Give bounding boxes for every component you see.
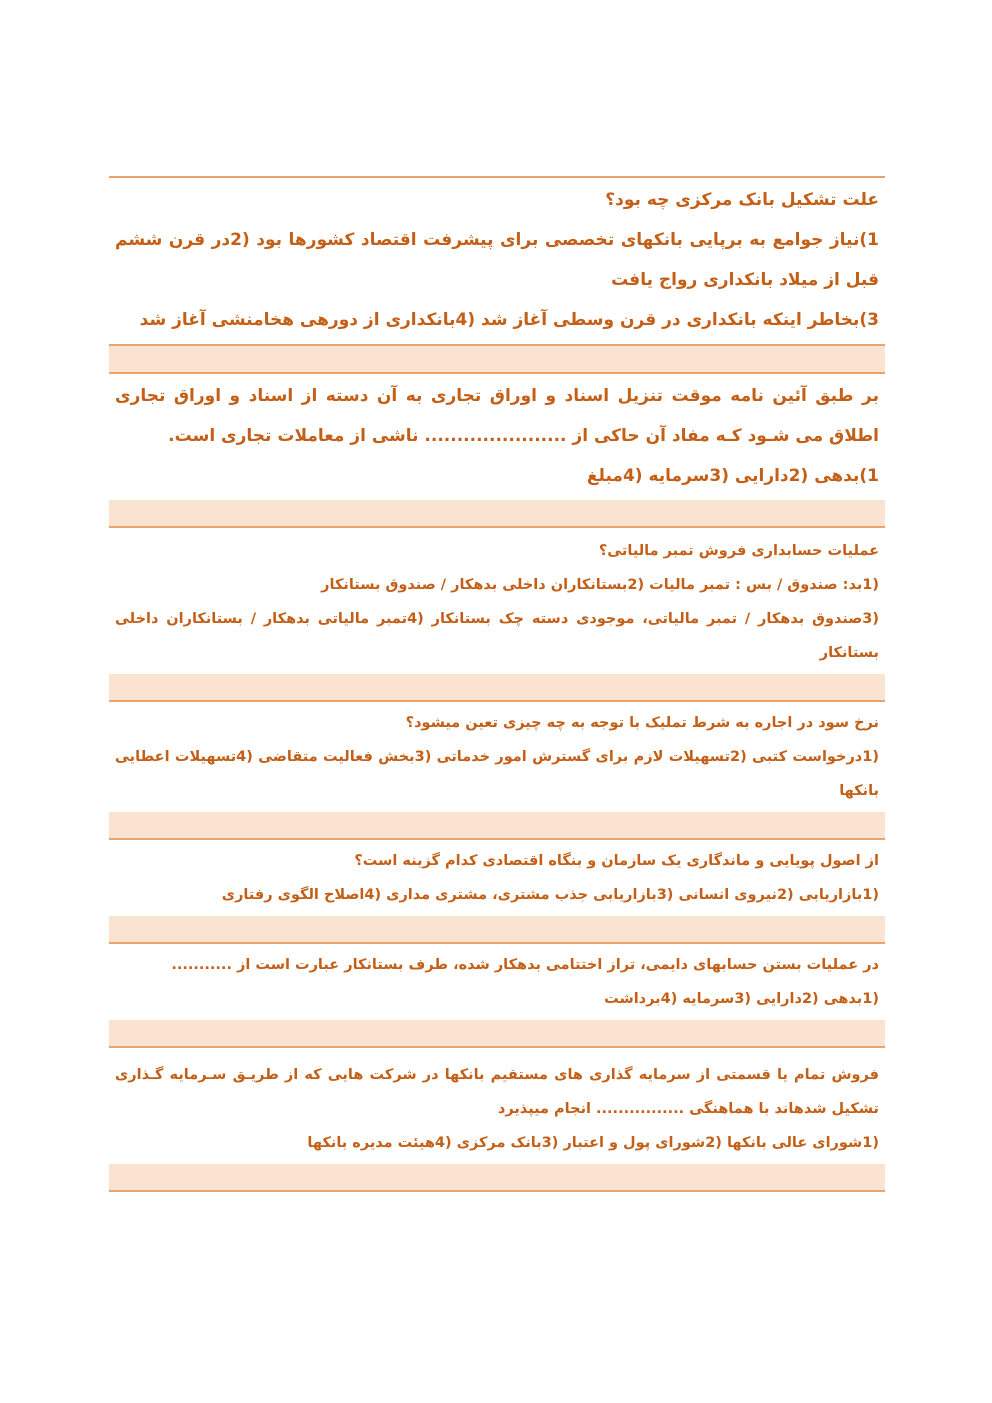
question-options: (1شورای عالی بانکها (2شورای پول و اعتبار (3بانک مرکزی (4هیئت مدیره بانکها	[307, 1135, 879, 1151]
question-block	[109, 840, 885, 912]
question-block	[109, 374, 885, 496]
question-stem: علت تشکیل بانک مرکزی چه بود؟	[605, 190, 879, 210]
question-stem: عملیات حسابداری فروش تمبر مالیاتی؟	[598, 543, 879, 559]
question-stem: در عملیات بستن حسابهای دایمی، تراز اختتامی بدهکار شده، طرف بستانکار عبارت است از ...........	[171, 957, 879, 973]
question-block	[109, 944, 885, 1016]
question-stem: بر طبق آئین نامه موقت تنزیل اسناد و اوراق تجاری به آن دسته از اسناد و اوراق تجاری اطلاق می شـود کـه مفاد آن حاکی از ...................... ناشی از معاملات تجاری است.	[115, 386, 879, 446]
question-block	[109, 178, 885, 340]
question-stem: نرخ سود در اجاره به شرط تملیک با توجه به چه چیزی تعین میشود؟	[405, 715, 879, 731]
question-options: 1)بدهی (2دارایی (3سرمایه (4مبلغ	[586, 466, 879, 486]
question-block	[109, 1048, 885, 1160]
question-options: (1بد: صندوق / بس : تمبر مالیات (2بستانکاران داخلی بدهکار / صندوق بستانکار	[321, 577, 879, 593]
separator-band	[109, 916, 885, 944]
question-stem: فروش تمام یا قسمتی از سرمایه گذاری های مستقیم بانکها در شرکت هایی که از طریـق سـرمایه گـذاری تشکیل شدهاند با هماهنگی ................ انجام میپذیرد	[115, 1067, 879, 1117]
question-options: 3)بخاطر اینکه بانکداری در قرن وسطی آغاز شد (4بانکداری از دورهی هخامنشی آغاز شد	[139, 310, 879, 330]
question-options: (1بازاریابی (2نیروی انسانی (3بازاریابی جذب مشتری، مشتری مداری (4اصلاح الگوی رفتاری	[221, 887, 879, 903]
separator-band	[109, 674, 885, 702]
question-stem: از اصول پویایی و ماندگاری یک سازمان و بنگاه اقتصادی کدام گزینه است؟	[354, 853, 879, 869]
separator-band	[109, 1020, 885, 1048]
separator-band	[109, 500, 885, 528]
question-block	[109, 702, 885, 808]
separator-band	[109, 346, 885, 374]
question-options: 1)نیاز جوامع به برپایی بانکهای تخصصی برای پیشرفت اقتصاد کشورها بود (2در قرن ششم قبل از میلاد بانکداری رواج یافت	[115, 230, 879, 290]
question-options: (1بدهی (2دارایی (3سرمایه (4برداشت	[604, 991, 879, 1007]
question-options: (3صندوق بدهکار / تمبر مالیاتی، موجودی دسته چک بستانکار (4تمبر مالیاتی بدهکار / بستانکاران داخلی بستانکار	[115, 611, 879, 661]
separator-band	[109, 812, 885, 840]
separator-band	[109, 1164, 885, 1192]
question-options: (1درخواست کتبی (2تسهیلات لازم برای گسترش امور خدماتی (3بخش فعالیت متقاضی (4تسهیلات اعطایی بانکها	[115, 749, 879, 799]
question-block	[109, 528, 885, 670]
question-list	[109, 176, 885, 1192]
